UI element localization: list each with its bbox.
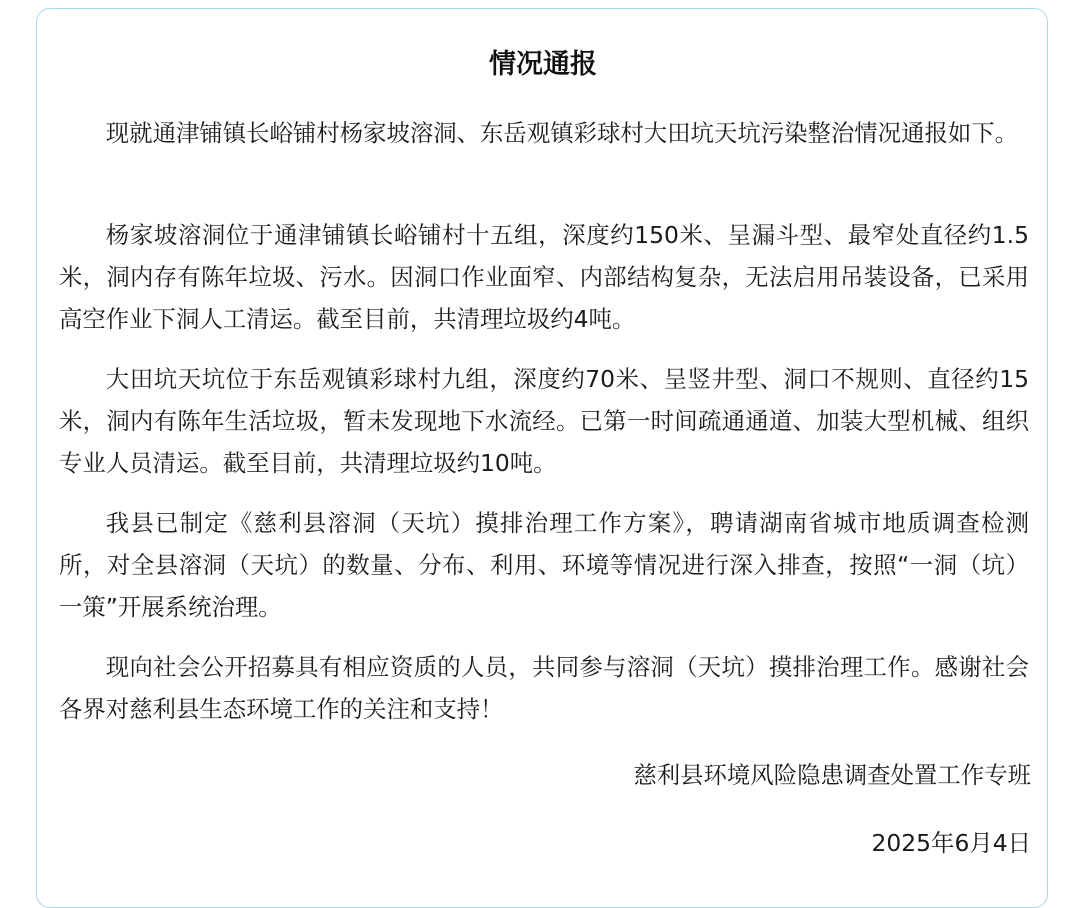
signature-organization: 慈利县环境风险隐患调查处置工作专班 [633, 761, 1031, 789]
paragraph-yangjiapo-cave: 杨家坡溶洞位于通津铺镇长峪铺村十五组，深度约150米、呈漏斗型、最窄处直径约1.5米，洞内存有陈年垃圾、污水。因洞口作业面窄、内部结构复杂，无法启用吊装设备，已采用高空作业下洞人工清运。截至目前，共清理垃圾约4吨。 [59, 221, 1029, 333]
paragraph-intro: 现就通津铺镇长峪铺村杨家坡溶洞、东岳观镇彩球村大田坑天坑污染整治情况通报如下。 [105, 119, 1019, 147]
paragraph-recruitment-thanks: 现向社会公开招募具有相应资质的人员，共同参与溶洞（天坑）摸排治理工作。感谢社会各界对慈利县生态环境工作的关注和支持！ [59, 653, 1029, 723]
paragraph-datiankeng-sinkhole: 大田坑天坑位于东岳观镇彩球村九组，深度约70米、呈竖井型、洞口不规则、直径约15米，洞内有陈年生活垃圾，暂未发现地下水流经。已第一时间疏通通道、加装大型机械、组织专业人员清运。截至目前，共清理垃圾约10吨。 [59, 365, 1029, 477]
paragraph-governance-plan: 我县已制定《慈利县溶洞（天坑）摸排治理工作方案》，聘请湖南省城市地质调查检测所，对全县溶洞（天坑）的数量、分布、利用、环境等情况进行深入排查，按照“一洞（坑）一策”开展系统治理。 [59, 509, 1029, 621]
notice-title: 情况通报 [489, 49, 597, 80]
signature-date: 2025年6月4日 [871, 829, 1031, 857]
notice-card [36, 8, 1048, 908]
